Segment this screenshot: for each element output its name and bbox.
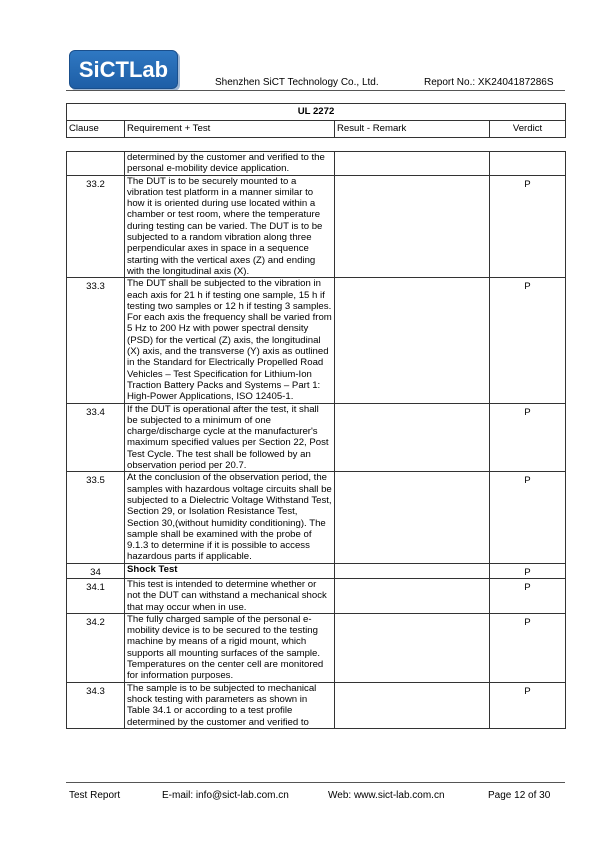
table-row — [67, 278, 566, 403]
company-logo — [69, 50, 178, 89]
row-verdict: P — [490, 578, 566, 613]
column-header-clause: Clause — [67, 121, 125, 138]
row-clause: 34.3 — [67, 682, 125, 728]
row-clause: 34.1 — [67, 578, 125, 613]
footer-web: Web: www.sict-lab.com.cn — [328, 790, 445, 801]
table-row — [67, 578, 566, 613]
table-row — [67, 563, 566, 578]
standard-title: UL 2272 — [67, 104, 566, 121]
row-result — [335, 152, 490, 176]
row-requirement: The fully charged sample of the personal e-mobility device is to be secured to the testing machine by means of a rigid mount, which supports all mounting surfaces of the sample. Temperatures on the center cell are monitored for information purposes. — [125, 613, 335, 682]
table-row — [67, 152, 566, 176]
row-verdict: P — [490, 472, 566, 563]
row-verdict: P — [490, 613, 566, 682]
row-result — [335, 563, 490, 578]
row-clause: 33.5 — [67, 472, 125, 563]
row-result — [335, 278, 490, 403]
footer-email: E-mail: info@sict-lab.com.cn — [162, 790, 289, 801]
row-requirement: determined by the customer and verified to the personal e-mobility device application. — [125, 152, 335, 176]
row-clause: 34.2 — [67, 613, 125, 682]
row-verdict — [490, 152, 566, 176]
row-requirement: The sample is to be subjected to mechanical shock testing with parameters as shown in Table 34.1 or according to a test profile determined by the customer and verified to — [125, 682, 335, 728]
row-clause: 34 — [67, 563, 125, 578]
column-header-verdict: Verdict — [490, 121, 566, 138]
row-result — [335, 613, 490, 682]
row-result — [335, 403, 490, 472]
row-requirement: The DUT is to be securely mounted to a vibration test platform in a manner similar to how it is oriented during use located within a chamber or test room, where the temperature during testing can be varied. The DUT is to be subjected to a random vibration along three perpendicular axes in space in a sequence starting with the vertical axes (Z) and ending with the longitudinal axis (X). — [125, 175, 335, 278]
row-clause: 33.4 — [67, 403, 125, 472]
row-requirement: Shock Test — [125, 563, 335, 578]
row-verdict: P — [490, 175, 566, 278]
row-result — [335, 472, 490, 563]
table-row — [67, 403, 566, 472]
footer-report-label: Test Report — [69, 790, 121, 801]
row-result — [335, 175, 490, 278]
row-requirement: If the DUT is operational after the test, it shall be subjected to a minimum of one charge/discharge cycle at the manufacturer's maximum specified values per Section 22, Post Test Cycle. The test shall be followed by an observation period per 20.7. — [125, 403, 335, 472]
requirements-table — [66, 151, 566, 729]
table-row — [67, 472, 566, 563]
row-result — [335, 682, 490, 728]
column-header-requirement: Requirement + Test — [125, 121, 335, 138]
row-requirement: The DUT shall be subjected to the vibration in each axis for 21 h if testing one sample, 15 h if testing two samples or 12 h if testing 3 samples. For each axis the frequency shall be varied from 5 Hz to 200 Hz with power spectral density (PSD) for the vertical (Z) axis, the longitudinal (X) axis, and the transverse (Y) axis as outlined in the Standard for Electrically Propelled Road Vehicles – Test Specification for Lithium-Ion Traction Battery Packs and Systems – Part 1: High-Power Applications, ISO 12405-1. — [125, 278, 335, 403]
logo-text: SiCTLab — [78, 57, 169, 82]
table-row — [67, 613, 566, 682]
row-clause: 33.2 — [67, 175, 125, 278]
row-clause: 33.3 — [67, 278, 125, 403]
row-verdict: P — [490, 278, 566, 403]
row-verdict: P — [490, 403, 566, 472]
footer-divider — [66, 782, 565, 783]
column-header-result: Result - Remark — [335, 121, 490, 138]
table-header — [66, 103, 566, 138]
row-requirement: This test is intended to determine whether or not the DUT can withstand a mechanical shock that may occur when in use. — [125, 578, 335, 613]
header-divider — [66, 90, 565, 91]
table-row — [67, 175, 566, 278]
row-verdict: P — [490, 682, 566, 728]
row-verdict: P — [490, 563, 566, 578]
row-result — [335, 578, 490, 613]
company-name: Shenzhen SiCT Technology Co., Ltd. — [215, 77, 379, 88]
report-number: Report No.: XK2404187286S — [424, 77, 554, 88]
row-clause — [67, 152, 125, 176]
table-row — [67, 682, 566, 728]
row-requirement: At the conclusion of the observation period, the samples with hazardous voltage circuits shall be subjected to a Dielectric Voltage Withstand Test, Section 29, or Isolation Resistance Test, Section 30,(without humidity conditioning). The sample shall be examined with the probe of 9.1.3 to determine if it is possible to access hazardous parts if applicable. — [125, 472, 335, 563]
footer-page-number: Page 12 of 30 — [488, 790, 551, 801]
